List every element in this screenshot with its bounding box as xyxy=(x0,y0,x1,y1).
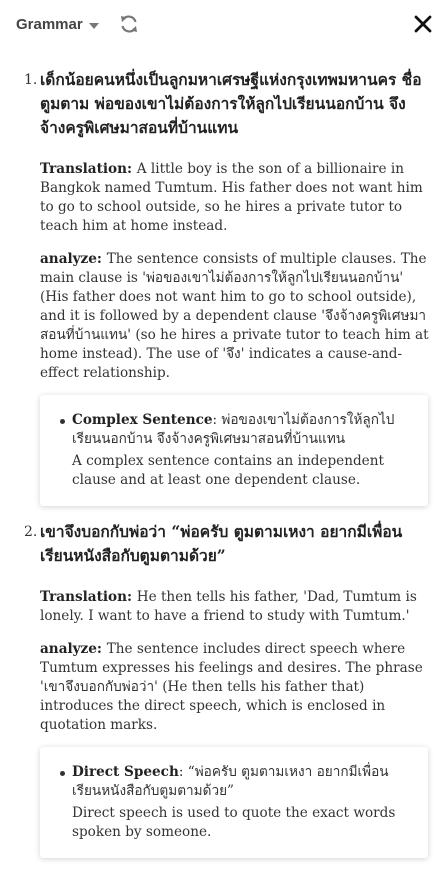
list-item xyxy=(24,520,430,858)
analyze-label: analyze: xyxy=(40,641,107,657)
mode-dropdown[interactable] xyxy=(16,12,99,36)
thai-sentence: เขาจึงบอกกับพ่อว่า “พ่อครับ ตูมตามเหงา อยากมีเพื่อนเรียนหนังสือกับตูมตามด้วย” xyxy=(40,522,403,565)
item-number: 2. xyxy=(24,524,38,540)
translation-text: He then tells his father, 'Dad, Tumtum is lonely. I want to have a friend to study with Tumtum.' xyxy=(40,589,417,624)
refresh-icon[interactable] xyxy=(118,13,140,35)
translation-block xyxy=(40,588,430,626)
list-item xyxy=(24,68,430,506)
top-bar xyxy=(0,0,446,50)
analyze-text: The sentence consists of multiple clauses. The main clause is 'พ่อของเขาไม่ต้องการให้ลูกไปเรียนนอกบ้าน' (His father does not want him to go to school outside), and it is followed by a dependent clause 'จึงจ้างครูพิเศษมาสอนที่บ้านแทน' (so he hires a private tutor to teach him at home instead). The use of 'จึง' indicates a cause-and-effect relationship. xyxy=(40,251,429,381)
close-icon[interactable] xyxy=(412,13,434,35)
grammar-description: A complex sentence contains an independent clause and at least one dependent clause. xyxy=(72,453,384,488)
analyze-block xyxy=(40,250,430,383)
translation-label: Translation: xyxy=(40,161,137,177)
analyze-text: The sentence includes direct speech where Tumtum expresses his feelings and desires. The phrase 'เขาจึงบอกกับพ่อว่า' (He then tells his father that) introduces the direct speech, which is enclosed in quotation marks. xyxy=(40,641,423,733)
grammar-description: Direct speech is used to quote the exact words spoken by someone. xyxy=(72,805,396,840)
grammar-list xyxy=(0,68,446,872)
translation-text: A little boy is the son of a billionaire in Bangkok named Tumtum. His father does not want him to go to school outside, so he hires a private tutor to teach him at home instead. xyxy=(40,161,423,234)
translation-block xyxy=(40,160,430,236)
item-number: 1. xyxy=(24,72,38,88)
grammar-card xyxy=(40,747,428,858)
grammar-example: : พ่อของเขาไม่ต้องการให้ลูกไปเรียนนอกบ้าน จึงจ้างครูพิเศษมาสอนที่บ้านแทน xyxy=(72,412,395,447)
bullet-icon xyxy=(60,419,65,424)
mode-dropdown-label: Grammar xyxy=(16,15,83,33)
grammar-term-line xyxy=(56,411,416,449)
grammar-term: Direct Speech xyxy=(72,764,179,780)
grammar-term-line xyxy=(56,763,416,801)
grammar-term: Complex Sentence xyxy=(72,412,213,428)
analyze-label: analyze: xyxy=(40,251,107,267)
analyze-block xyxy=(40,640,430,735)
chevron-down-icon xyxy=(89,23,99,29)
thai-sentence: เด็กน้อยคนหนึ่งเป็นลูกมหาเศรษฐีแห่งกรุงเทพมหานคร ชื่อ ตูมตาม พ่อของเขาไม่ต้องการให้ลูกไปเรียนนอกบ้าน จึงจ้างครูพิเศษมาสอนที่บ้านแทน xyxy=(40,70,422,137)
grammar-example: : “พ่อครับ ตูมตามเหงา อยากมีเพื่อนเรียนหนังสือกับตูมตามด้วย” xyxy=(72,764,389,799)
translation-label: Translation: xyxy=(40,589,137,605)
grammar-card xyxy=(40,395,428,506)
